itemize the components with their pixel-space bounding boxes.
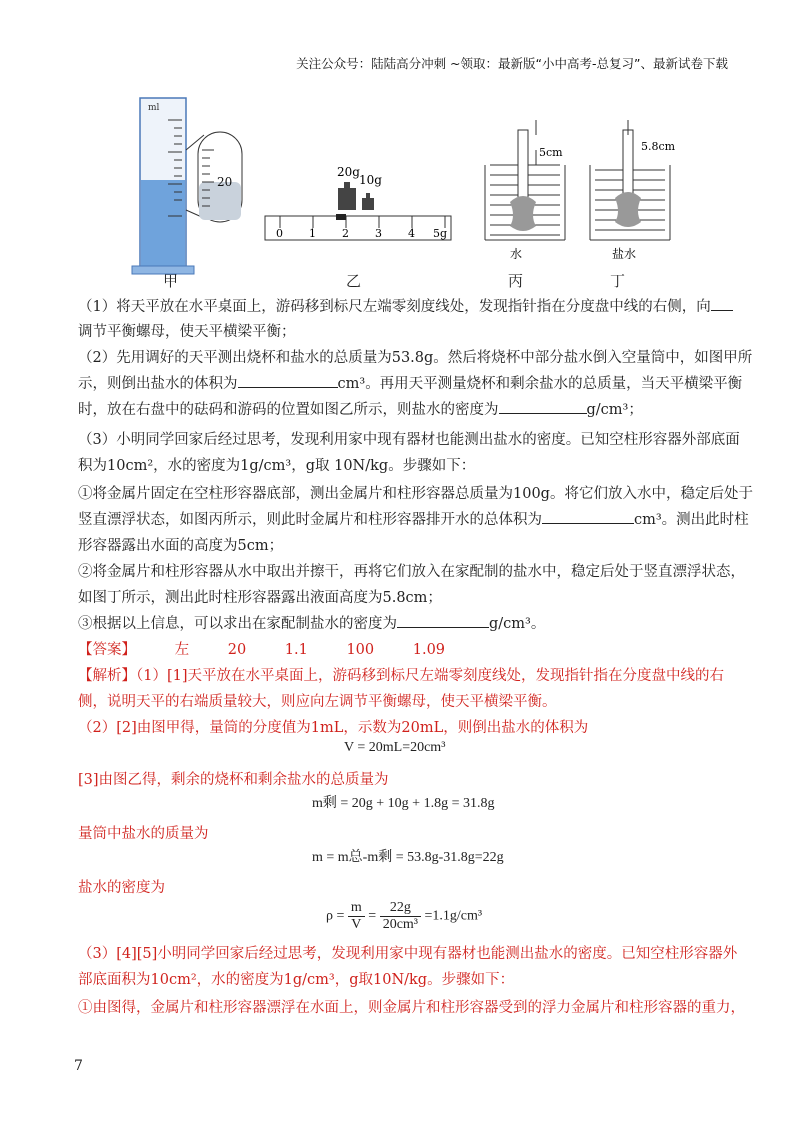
svg-text:10g: 10g [359,173,382,187]
figure-bing-water [485,120,565,240]
figure-label-yi: 乙 [346,272,362,290]
svg-text:20: 20 [217,175,233,189]
equation-volume: V = 20mL=20cm³ [344,740,446,755]
step-1-line-b: 竖直漂浮状态，如图丙所示，则此时金属片和柱形容器排开水的总体积为 cm³。测出此时柱 [78,512,749,528]
step-2-line-a: ②将金属片和柱形容器从水中取出并擦干，再将它们放入在家配制的盐水中，稳定后处于竖直漂浮状态， [78,564,745,580]
analysis-line-9: ①由图得，金属片和柱形容器漂浮在水面上，则金属片和柱形容器受到的浮力金属片和柱形容器的重力， [78,1000,745,1016]
analysis-line-7: （3）[4][5]小明同学回家后经过思考，发现利用家中现有器材也能测出盐水的密度。已知空柱形容器外 [78,946,738,962]
svg-text:5.8cm: 5.8cm [641,140,676,153]
svg-text:5g: 5g [433,227,448,240]
question-2-line-a: （2）先用调好的天平测出烧杯和盐水的总质量为53.8g。然后将烧杯中部分盐水倒入空量筒中，如图甲所 [78,350,753,366]
analysis-line-3: （2）[2]由图甲得，量筒的分度值为1mL，示数为20mL，则倒出盐水的体积为 [78,720,589,736]
svg-text:ml: ml [148,103,160,113]
svg-text:1: 1 [309,227,316,240]
experiment-figures [120,90,680,290]
step-1-line-a: ①将金属片固定在空柱形容器底部，测出金属片和柱形容器总质量为100g。将它们放入水中，稳定后处于 [78,486,753,502]
question-2-line-c: 时，放在右盘中的砝码和游码的位置如图乙所示，则盐水的密度为 g/cm³； [78,402,643,418]
analysis-line-8: 部底面积为10cm²，水的密度为1g/cm³，g取10N/kg。步骤如下： [78,972,515,988]
equation-density: ρ = $\frac{m}{V}$ = $\frac{22g}{\text{20cm³}}$ =1.1g/cm³ [326,900,483,932]
step-2-line-b: 如图丁所示，测出此时柱形容器露出液面高度为5.8cm； [78,590,442,606]
analysis-line-6: 盐水的密度为 [78,880,165,896]
figure-jia-cylinder [132,98,242,274]
question-3-line-b: 积为10cm²，水的密度为1g/cm³，g取 10N/kg。步骤如下： [78,458,476,474]
svg-text:5cm: 5cm [539,146,563,159]
figure-ding-saltwater [590,120,676,240]
answer-line: 【答案】 左 20 1.1 100 1.09 [78,642,446,658]
page-header: 关注公众号：陆陆高分冲刺 ~领取：最新版“小中高考-总复习”、最新试卷下载 [296,56,728,71]
figure-label-ding: 丁 [610,272,626,290]
question-3-line-a: （3）小明同学回家后经过思考，发现利用家中现有器材也能测出盐水的密度。已知空柱形容器外部底面 [78,432,740,448]
figure-label-jia: 甲 [163,272,179,290]
figure-label-bing: 丙 [508,272,524,290]
equation-salt-mass: m = m总-m剩 = 53.8g-31.8g=22g [312,850,504,865]
svg-text:0: 0 [276,227,283,240]
svg-text:水: 水 [510,247,523,261]
analysis-line-2: 侧，说明天平的右端质量较大，则应向左调节平衡螺母，使天平横梁平衡。 [78,694,557,710]
question-2-line-b: 示，则倒出盐水的体积为 cm³。再用天平测量烧杯和剩余盐水的总质量，当天平横梁平衡 [78,376,743,392]
step-1-line-c: 形容器露出水面的高度为5cm； [78,538,284,554]
analysis-line-4: [3]由图乙得，剩余的烧杯和剩余盐水的总质量为 [78,772,389,788]
question-1-line-a: （1）将天平放在水平桌面上，游码移到标尺左端零刻度线处，发现指针指在分度盘中线的右侧，向 [78,295,738,316]
question-1-line-b: 调节平衡螺母，使天平横梁平衡； [78,324,296,340]
svg-text:盐水: 盐水 [612,247,637,261]
svg-text:20g: 20g [337,165,360,179]
equation-remaining-mass: m剩 = 20g + 10g + 1.8g = 31.8g [312,796,495,811]
svg-text:4: 4 [408,227,415,240]
analysis-line-5: 量筒中盐水的质量为 [78,826,209,842]
figure-yi-balance [265,165,451,240]
svg-text:3: 3 [375,227,382,240]
step-3-line: ③根据以上信息，可以求出在家配制盐水的密度为 g/cm³。 [78,616,546,632]
svg-text:2: 2 [342,227,349,240]
analysis-line-1: 【解析】（1）[1]天平放在水平桌面上，游码移到标尺左端零刻度线处，发现指针指在分度盘中线的右 [78,668,725,684]
page-number: 7 [74,1058,83,1074]
